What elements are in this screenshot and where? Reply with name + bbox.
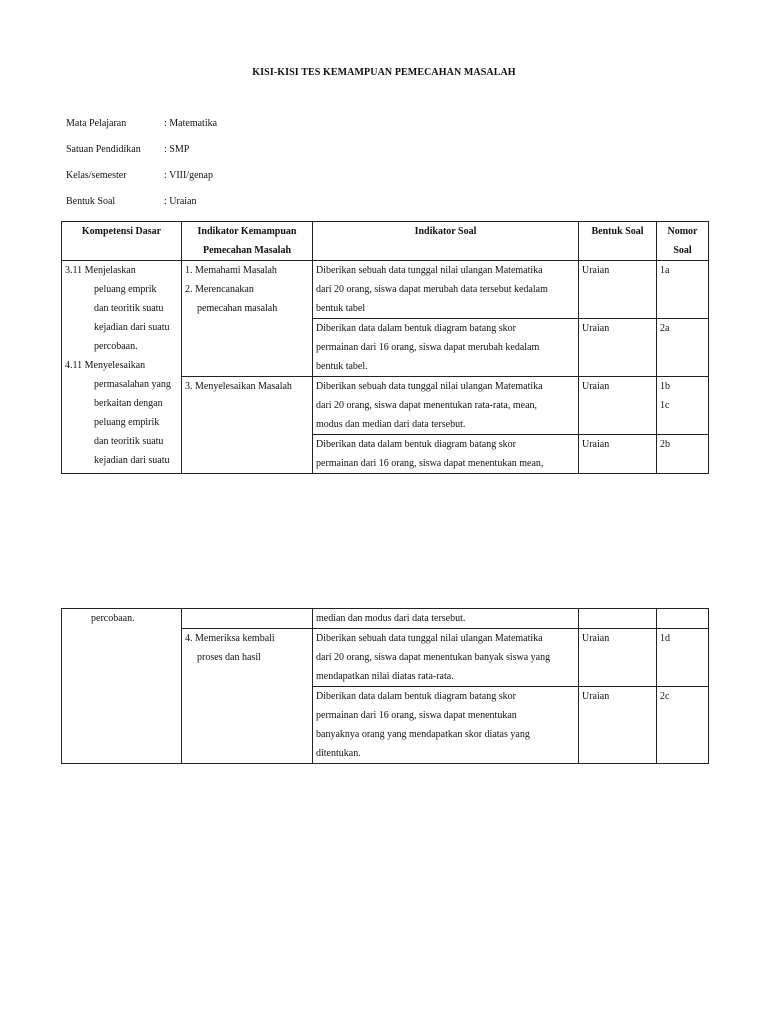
kd-line: berkaitan dengan — [94, 398, 163, 409]
ns-line: 1c — [660, 400, 670, 411]
kisi-table-page1 — [61, 221, 709, 474]
indikator-kemampuan-cell — [182, 261, 313, 377]
header-ik-line-2: Pemecahan Masalah — [202, 245, 292, 256]
ik-line: 1. Memahami Masalah — [185, 265, 277, 276]
kd-line: dan teoritik suatu — [94, 436, 164, 447]
bentuk-soal-cell: Uraian — [579, 687, 657, 764]
nomor-soal-cell: 1a — [657, 261, 709, 319]
is-line: dari 20 orang, siswa dapat menentukan rata-rata, mean, — [316, 400, 538, 411]
is-line: permainan dari 16 orang, siswa dapat menentukan — [316, 710, 517, 721]
ik-line: 4. Memeriksa kembali — [185, 633, 275, 644]
kd-line: percobaan. — [94, 341, 138, 352]
indikator-soal-cell — [313, 261, 579, 319]
header-kompetensi-dasar: Kompetensi Dasar — [62, 222, 182, 261]
kd-line: kejadian dari suatu — [94, 455, 170, 466]
indikator-soal-cell — [313, 629, 579, 687]
table-header-row — [62, 222, 709, 261]
ik-line: pemecahan masalah — [197, 303, 278, 314]
nomor-soal-cell: 2b — [657, 435, 709, 474]
is-line: banyaknya orang yang mendapatkan skor diatas yang — [316, 729, 530, 740]
is-line: modus dan median dari data tersebut. — [316, 419, 466, 430]
is-line: Diberikan sebuah data tunggal nilai ulangan Matematika — [316, 265, 543, 276]
is-line: permainan dari 16 orang, siswa dapat merubah kedalam — [316, 342, 540, 353]
is-line: bentuk tabel — [316, 303, 366, 314]
ns-line: 1b — [660, 381, 670, 392]
nomor-soal-cell — [657, 609, 709, 629]
is-line: bentuk tabel. — [316, 361, 368, 372]
meta-label: Mata Pelajaran — [66, 118, 127, 129]
meta-label: Bentuk Soal — [66, 196, 116, 207]
kd-line: permasalahan yang — [94, 379, 171, 390]
is-line: Diberikan sebuah data tunggal nilai ulangan Matematika — [316, 633, 543, 644]
kd-line: percobaan. — [91, 613, 135, 624]
bentuk-soal-cell: Uraian — [579, 435, 657, 474]
indikator-kemampuan-cell — [182, 609, 313, 629]
kd-line: peluang emprik — [94, 284, 157, 295]
is-line: Diberikan data dalam bentuk diagram batang skor — [316, 323, 516, 334]
is-line: dari 20 orang, siswa dapat merubah data tersebut kedalam — [316, 284, 548, 295]
kd-line: 4.11 Menyelesaikan — [65, 360, 146, 371]
is-line: mendapatkan nilai diatas rata-rata. — [316, 671, 454, 682]
meta-label: Satuan Pendidikan — [66, 144, 141, 155]
nomor-soal-cell: 2a — [657, 319, 709, 377]
header-indikator-soal: Indikator Soal — [313, 222, 579, 261]
ik-line: 3. Menyelesaikan Masalah — [185, 381, 292, 392]
is-line: dari 20 orang, siswa dapat menentukan banyak siswa yang — [316, 652, 551, 663]
kd-line: 3.11 Menjelaskan — [65, 265, 136, 276]
table-row — [62, 609, 709, 629]
indikator-soal-cell — [313, 377, 579, 435]
header-ns-line-1: Nomor — [667, 226, 698, 237]
is-line: median dan modus dari data tersebut. — [316, 613, 466, 624]
ik-line: 2. Merencanakan — [185, 284, 254, 295]
header-ik-line-1: Indikator Kemampuan — [197, 226, 297, 237]
indikator-soal-cell — [313, 687, 579, 764]
page-title: KISI-KISI TES KEMAMPUAN PEMECAHAN MASALAH — [252, 67, 516, 78]
kd-line: dan teoritik suatu — [94, 303, 164, 314]
is-line: Diberikan data dalam bentuk diagram batang skor — [316, 439, 516, 450]
kompetensi-dasar-cell — [62, 261, 182, 474]
nomor-soal-cell: 2c — [657, 687, 709, 764]
kompetensi-dasar-cell — [62, 609, 182, 764]
nomor-soal-cell: 1d — [657, 629, 709, 687]
meta-value: : VIII/genap — [164, 170, 213, 181]
is-line: ditentukan. — [316, 748, 361, 759]
ik-line: proses dan hasil — [197, 652, 261, 663]
bentuk-soal-cell — [579, 609, 657, 629]
header-nomor-soal — [657, 222, 709, 261]
kd-line: kejadian dari suatu — [94, 322, 170, 333]
bentuk-soal-cell: Uraian — [579, 629, 657, 687]
nomor-soal-cell — [657, 377, 709, 435]
bentuk-soal-cell: Uraian — [579, 377, 657, 435]
meta-label: Kelas/semester — [66, 170, 127, 181]
indikator-soal-cell — [313, 435, 579, 474]
header-bentuk-soal: Bentuk Soal — [579, 222, 657, 261]
kd-line: peluang empirik — [94, 417, 160, 428]
indikator-soal-cell — [313, 609, 579, 629]
header-ns-line-2: Soal — [673, 245, 692, 256]
is-line: Diberikan data dalam bentuk diagram batang skor — [316, 691, 516, 702]
indikator-kemampuan-cell — [182, 377, 313, 474]
header-indikator-kemampuan — [182, 222, 313, 261]
is-line: Diberikan sebuah data tunggal nilai ulangan Matematika — [316, 381, 543, 392]
indikator-kemampuan-cell — [182, 629, 313, 764]
is-line: permainan dari 16 orang, siswa dapat menentukan mean, — [316, 458, 544, 469]
kisi-table-page2 — [61, 608, 709, 764]
bentuk-soal-cell: Uraian — [579, 261, 657, 319]
meta-value: : Matematika — [164, 118, 218, 129]
meta-value: : Uraian — [164, 196, 197, 207]
indikator-soal-cell — [313, 319, 579, 377]
bentuk-soal-cell: Uraian — [579, 319, 657, 377]
table-row — [62, 261, 709, 319]
meta-value: : SMP — [164, 144, 190, 155]
